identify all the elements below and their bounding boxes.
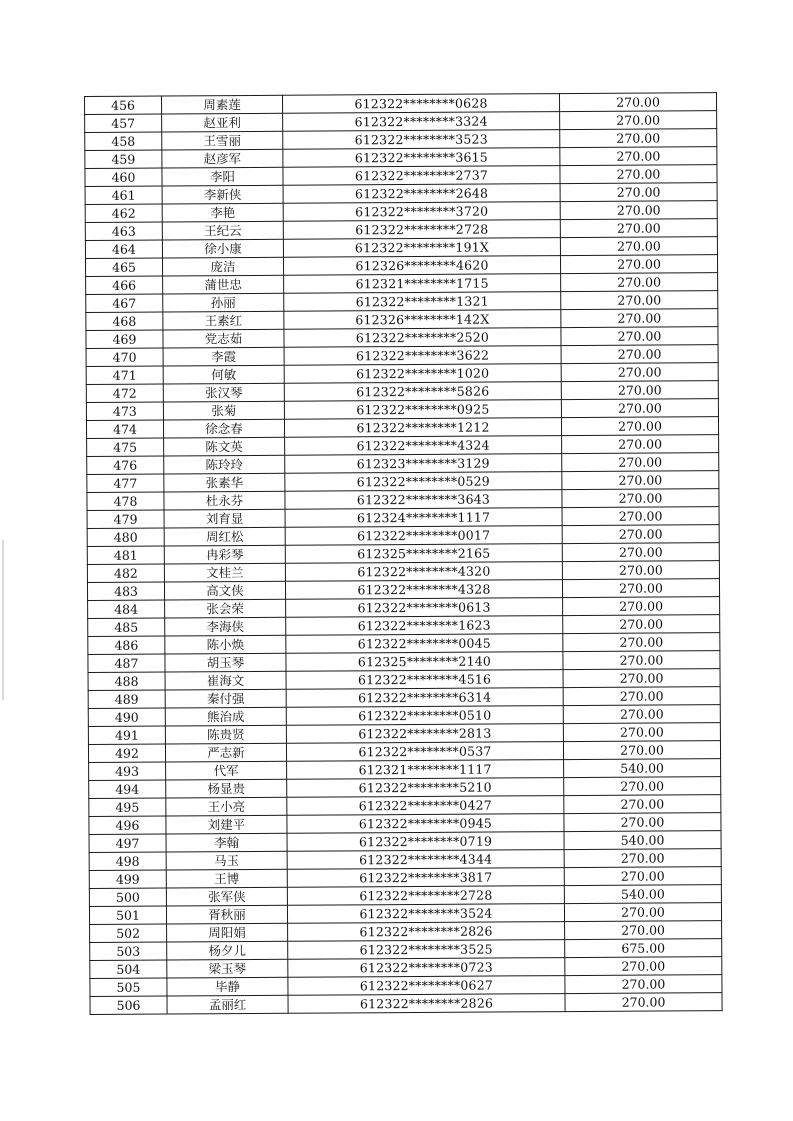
amount-cell: 270.00: [561, 327, 718, 346]
amount-cell: 270.00: [560, 147, 717, 166]
id-number-cell: 612322********1321: [284, 292, 561, 312]
person-name-cell: 张汉琴: [163, 383, 284, 402]
person-name-cell: 熊治成: [165, 707, 286, 726]
row-number-cell: 458: [85, 132, 162, 150]
row-number-cell: 481: [87, 546, 164, 564]
person-name-cell: 毕静: [167, 977, 288, 996]
id-number-cell: 612322********5210: [287, 778, 564, 798]
id-number-cell: 612322********0925: [284, 400, 561, 420]
person-name-cell: 张素华: [164, 473, 285, 492]
person-name-cell: 周红松: [164, 527, 285, 546]
id-number-cell: 612322********1212: [284, 418, 561, 438]
person-name-cell: 刘育显: [164, 509, 285, 528]
row-number-cell: 504: [90, 960, 167, 978]
row-number-cell: 479: [87, 510, 164, 528]
id-number-cell: 612322********0628: [282, 94, 559, 114]
id-number-cell: 612322********2728: [287, 886, 564, 906]
amount-cell: 270.00: [561, 309, 718, 328]
amount-cell: 270.00: [560, 201, 717, 220]
person-name-cell: 王雪丽: [162, 131, 283, 150]
id-number-cell: 612322********5826: [284, 382, 561, 402]
id-number-cell: 612322********6314: [286, 688, 563, 708]
id-number-cell: 612322********3720: [283, 202, 560, 222]
person-name-cell: 王小亮: [166, 797, 287, 816]
row-number-cell: 478: [87, 492, 164, 510]
row-number-cell: 480: [87, 528, 164, 546]
amount-cell: 270.00: [561, 417, 718, 436]
id-number-cell: 612322********3615: [283, 148, 560, 168]
amount-cell: 270.00: [559, 93, 716, 112]
amount-cell: 270.00: [563, 687, 720, 706]
person-name-cell: 李海侠: [165, 617, 286, 636]
id-number-cell: 612322********0627: [288, 976, 565, 996]
person-name-cell: 赵彦军: [162, 149, 283, 168]
row-number-cell: 465: [85, 258, 162, 276]
amount-cell: 270.00: [562, 435, 719, 454]
row-number-cell: 487: [88, 654, 165, 672]
person-name-cell: 王纪云: [162, 221, 283, 240]
person-name-cell: 马玉: [166, 851, 287, 870]
amount-cell: 270.00: [564, 813, 721, 832]
amount-cell: 675.00: [565, 939, 722, 958]
person-name-cell: 孟丽红: [167, 995, 288, 1014]
row-number-cell: 500: [89, 888, 166, 906]
person-name-cell: 胡玉琴: [165, 653, 286, 672]
person-name-cell: 杜永芬: [164, 491, 285, 510]
person-name-cell: 孙丽: [163, 293, 284, 312]
row-number-cell: 460: [85, 168, 162, 186]
row-number-cell: 467: [86, 294, 163, 312]
person-name-cell: 杨夕儿: [167, 941, 288, 960]
id-number-cell: 612326********4620: [283, 256, 560, 276]
id-number-cell: 612322********0510: [286, 706, 563, 726]
row-number-cell: 501: [89, 906, 166, 924]
row-number-cell: 485: [88, 618, 165, 636]
amount-cell: 270.00: [563, 597, 720, 616]
amount-cell: 540.00: [564, 885, 721, 904]
row-number-cell: 462: [85, 204, 162, 222]
person-name-cell: 冉彩琴: [164, 545, 285, 564]
scan-edge-mark: [2, 540, 4, 700]
id-number-cell: 612322********3525: [288, 940, 565, 960]
id-number-cell: 612322********4516: [286, 670, 563, 690]
amount-cell: 270.00: [562, 489, 719, 508]
id-number-cell: 612322********3622: [284, 346, 561, 366]
amount-cell: 270.00: [562, 579, 719, 598]
person-name-cell: 陈小焕: [165, 635, 286, 654]
person-name-cell: 张菊: [163, 401, 284, 420]
id-number-cell: 612325********2140: [286, 652, 563, 672]
row-number-cell: 473: [86, 402, 163, 420]
id-number-cell: 612322********2737: [283, 166, 560, 186]
amount-cell: 270.00: [564, 777, 721, 796]
row-number-cell: 469: [86, 330, 163, 348]
person-name-cell: 何敏: [163, 365, 284, 384]
id-number-cell: 612322********0719: [287, 832, 564, 852]
amount-cell: 270.00: [561, 273, 718, 292]
person-name-cell: 徐小康: [162, 239, 283, 258]
row-number-cell: 498: [89, 852, 166, 870]
id-number-cell: 612322********1020: [284, 364, 561, 384]
person-name-cell: 严志新: [165, 743, 286, 762]
id-number-cell: 612322********0529: [285, 472, 562, 492]
amount-cell: 270.00: [565, 921, 722, 940]
amount-cell: 270.00: [561, 345, 718, 364]
amount-cell: 270.00: [562, 543, 719, 562]
row-number-cell: 492: [88, 744, 165, 762]
id-number-cell: 612322********2648: [283, 184, 560, 204]
amount-cell: 270.00: [565, 957, 722, 976]
person-name-cell: 周素莲: [162, 95, 283, 114]
person-name-cell: 李霞: [163, 347, 284, 366]
amount-cell: 270.00: [562, 561, 719, 580]
row-number-cell: 488: [88, 672, 165, 690]
id-number-cell: 612322********191X: [283, 238, 560, 258]
amount-cell: 270.00: [560, 255, 717, 274]
row-number-cell: 482: [87, 564, 164, 582]
id-number-cell: 612321********1117: [287, 760, 564, 780]
amount-cell: 270.00: [564, 849, 721, 868]
person-name-cell: 陈玲玲: [164, 455, 285, 474]
row-number-cell: 477: [87, 474, 164, 492]
amount-cell: 270.00: [564, 903, 721, 922]
id-number-cell: 612322********2728: [283, 220, 560, 240]
amount-cell: 270.00: [562, 525, 719, 544]
person-name-cell: 秦付强: [165, 689, 286, 708]
row-number-cell: 506: [90, 996, 167, 1014]
id-number-cell: 612322********4344: [287, 850, 564, 870]
row-number-cell: 468: [86, 312, 163, 330]
person-name-cell: 张会荣: [165, 599, 286, 618]
amount-cell: 270.00: [563, 705, 720, 724]
roster-table-body: [85, 93, 723, 1015]
document-page: [84, 92, 718, 1015]
person-name-cell: 文桂兰: [164, 563, 285, 582]
row-number-cell: 499: [89, 870, 166, 888]
amount-cell: 270.00: [562, 453, 719, 472]
amount-cell: 270.00: [562, 507, 719, 526]
row-number-cell: 463: [85, 222, 162, 240]
amount-cell: 270.00: [560, 237, 717, 256]
amount-cell: 270.00: [563, 741, 720, 760]
amount-cell: 270.00: [560, 219, 717, 238]
row-number-cell: 490: [88, 708, 165, 726]
row-number-cell: 476: [87, 456, 164, 474]
row-number-cell: 457: [85, 114, 162, 132]
amount-cell: 270.00: [560, 111, 717, 130]
amount-cell: 270.00: [561, 399, 718, 418]
person-name-cell: 陈贵贤: [165, 725, 286, 744]
amount-cell: 270.00: [560, 183, 717, 202]
person-name-cell: 胥秋丽: [166, 905, 287, 924]
id-number-cell: 612323********3129: [285, 454, 562, 474]
person-name-cell: 代军: [166, 761, 287, 780]
id-number-cell: 612322********2520: [284, 328, 561, 348]
id-number-cell: 612321********1715: [284, 274, 561, 294]
id-number-cell: 612322********3523: [283, 130, 560, 150]
person-name-cell: 李新侠: [162, 185, 283, 204]
row-number-cell: 496: [89, 816, 166, 834]
row-number-cell: 486: [88, 636, 165, 654]
person-name-cell: 赵亚利: [162, 113, 283, 132]
id-number-cell: 612322********3643: [285, 490, 562, 510]
amount-cell: 540.00: [564, 759, 721, 778]
person-name-cell: 蒲世忠: [163, 275, 284, 294]
person-name-cell: 李翰: [166, 833, 287, 852]
amount-cell: 270.00: [563, 651, 720, 670]
row-number-cell: 475: [87, 438, 164, 456]
row-number-cell: 472: [86, 384, 163, 402]
person-name-cell: 王博: [166, 869, 287, 888]
amount-cell: 270.00: [563, 615, 720, 634]
id-number-cell: 612322********0537: [286, 742, 563, 762]
id-number-cell: 612322********0613: [286, 598, 563, 618]
id-number-cell: 612324********1117: [285, 508, 562, 528]
amount-cell: 270.00: [561, 381, 718, 400]
amount-cell: 540.00: [564, 831, 721, 850]
id-number-cell: 612322********4328: [285, 580, 562, 600]
id-number-cell: 612322********2826: [288, 994, 565, 1014]
row-number-cell: 459: [85, 150, 162, 168]
row-number-cell: 466: [86, 276, 163, 294]
person-name-cell: 王素红: [163, 311, 284, 330]
id-number-cell: 612322********0427: [287, 796, 564, 816]
amount-cell: 270.00: [561, 291, 718, 310]
amount-cell: 270.00: [564, 867, 721, 886]
person-name-cell: 庞洁: [162, 257, 283, 276]
id-number-cell: 612322********2826: [288, 922, 565, 942]
amount-cell: 270.00: [564, 795, 721, 814]
person-name-cell: 高文侠: [164, 581, 285, 600]
amount-cell: 270.00: [565, 975, 722, 994]
id-number-cell: 612322********3524: [287, 904, 564, 924]
row-number-cell: 489: [88, 690, 165, 708]
roster-table: [84, 92, 723, 1015]
row-number-cell: 502: [90, 924, 167, 942]
row-number-cell: 474: [86, 420, 163, 438]
id-number-cell: 612322********0723: [288, 958, 565, 978]
row-number-cell: 464: [85, 240, 162, 258]
person-name-cell: 周阳娟: [167, 923, 288, 942]
id-number-cell: 612322********4324: [285, 436, 562, 456]
amount-cell: 270.00: [561, 363, 718, 382]
amount-cell: 270.00: [562, 471, 719, 490]
id-number-cell: 612322********3817: [287, 868, 564, 888]
row-number-cell: 505: [90, 978, 167, 996]
person-name-cell: 徐念春: [163, 419, 284, 438]
id-number-cell: 612322********4320: [285, 562, 562, 582]
amount-cell: 270.00: [563, 723, 720, 742]
table-row: [90, 993, 722, 1015]
amount-cell: 270.00: [565, 993, 722, 1012]
id-number-cell: 612322********0045: [286, 634, 563, 654]
person-name-cell: 党志茹: [163, 329, 284, 348]
row-number-cell: 483: [87, 582, 164, 600]
amount-cell: 270.00: [560, 165, 717, 184]
person-name-cell: 陈文英: [164, 437, 285, 456]
person-name-cell: 杨显贵: [166, 779, 287, 798]
id-number-cell: 612326********142X: [284, 310, 561, 330]
row-number-cell: 470: [86, 348, 163, 366]
amount-cell: 270.00: [563, 633, 720, 652]
id-number-cell: 612322********3324: [283, 112, 560, 132]
row-number-cell: 495: [89, 798, 166, 816]
person-name-cell: 梁玉琴: [167, 959, 288, 978]
row-number-cell: 471: [86, 366, 163, 384]
id-number-cell: 612322********2813: [286, 724, 563, 744]
row-number-cell: 493: [89, 762, 166, 780]
row-number-cell: 484: [88, 600, 165, 618]
person-name-cell: 刘建平: [166, 815, 287, 834]
id-number-cell: 612322********0945: [287, 814, 564, 834]
row-number-cell: 461: [85, 186, 162, 204]
row-number-cell: 494: [89, 780, 166, 798]
person-name-cell: 李阳: [162, 167, 283, 186]
person-name-cell: 李艳: [162, 203, 283, 222]
row-number-cell: 456: [85, 96, 162, 114]
person-name-cell: 崔海文: [165, 671, 286, 690]
row-number-cell: 503: [90, 942, 167, 960]
person-name-cell: 张军侠: [166, 887, 287, 906]
id-number-cell: 612325********2165: [285, 544, 562, 564]
row-number-cell: 497: [89, 834, 166, 852]
amount-cell: 270.00: [563, 669, 720, 688]
id-number-cell: 612322********0017: [285, 526, 562, 546]
id-number-cell: 612322********1623: [286, 616, 563, 636]
amount-cell: 270.00: [560, 129, 717, 148]
row-number-cell: 491: [88, 726, 165, 744]
